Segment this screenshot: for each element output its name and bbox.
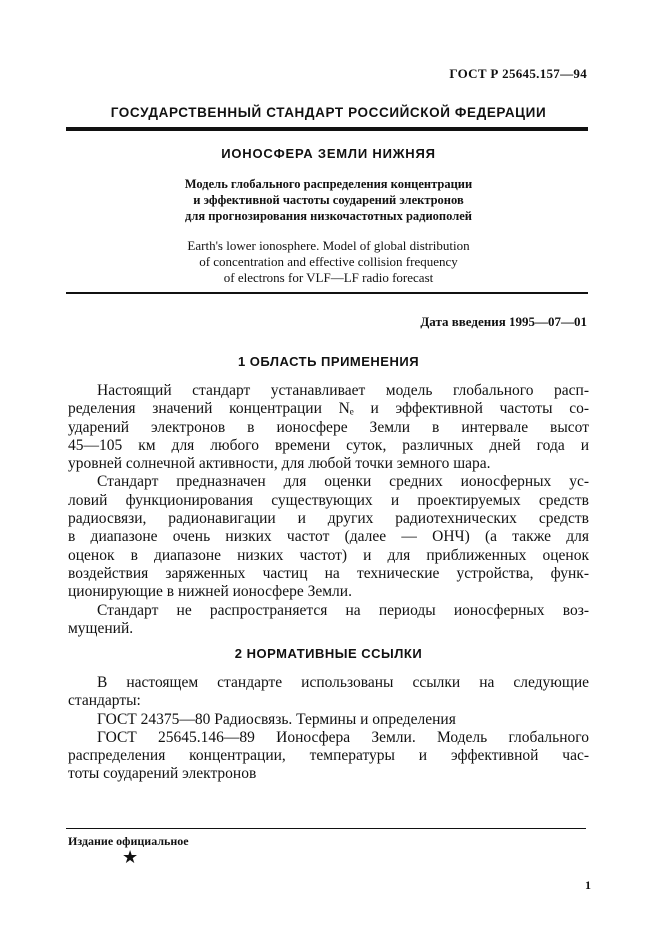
text-line: распределения концентрации, температуры и эффективной час- — [68, 747, 589, 765]
subtitle-ru-line: Модель глобального распределения концентрации — [184, 177, 473, 191]
text-line: мущений. — [68, 619, 134, 637]
edition-note: Издание официальное — [68, 834, 189, 848]
intro-date: Дата введения 1995—07—01 — [420, 314, 587, 329]
subtitle-ru — [0, 176, 657, 224]
section-1-heading: 1 ОБЛАСТЬ ПРИМЕНЕНИЯ — [237, 354, 420, 369]
text-line: ударений электронов в ионосфере Земли в интервале высот — [68, 418, 589, 436]
text-line: воздействия заряженных частиц на технические устройства, функ- — [68, 564, 589, 582]
state-standard-heading: ГОСУДАРСТВЕННЫЙ СТАНДАРТ РОССИЙСКОЙ ФЕДЕРАЦИИ — [110, 105, 547, 120]
section-2-body — [68, 674, 589, 784]
text-line: ГОСТ 25645.146—89 Ионосфера Земли. Модель глобального — [97, 728, 589, 746]
standard-code: ГОСТ Р 25645.157—94 — [449, 66, 587, 81]
text-line: стандарты: — [68, 692, 141, 710]
footer-rule — [66, 828, 586, 829]
text-line: 45—105 км для любого времени суток, различных дней года и — [68, 436, 589, 454]
text-line: В настоящем стандарте использованы ссылки на следующие — [97, 674, 589, 691]
subtitle-en — [0, 238, 657, 286]
text-line: ГОСТ 24375—80 Радиосвязь. Термины и определения — [97, 710, 456, 728]
subtitle-en-line: of electrons for VLF—LF radio forecast — [223, 270, 434, 285]
text-line: Стандарт предназначен для оценки средних ионосферных ус- — [97, 473, 589, 491]
text-line: ловий функционирования существующих и проектируемых средств — [68, 491, 589, 509]
section-1-body — [68, 382, 589, 638]
text-line: Стандарт не распространяется на периоды ионосферных воз- — [97, 601, 589, 619]
text-line: оценок в диапазоне низких частот) и для приближенных оценок — [68, 546, 589, 564]
title-rule — [66, 292, 588, 294]
top-rule — [66, 127, 588, 131]
text-line: в диапазоне очень низких частот (далее — ОНЧ) (а также для — [68, 528, 589, 546]
text-line: Настоящий стандарт устанавливает модель глобального расп- — [97, 382, 589, 399]
text-line: ределения значений концентрации Nₑ и эффективной частоты со- — [68, 400, 589, 418]
subtitle-en-line: Earth's lower ionosphere. Model of global distribution — [187, 238, 470, 253]
subtitle-en-line: of concentration and effective collision frequency — [199, 254, 458, 269]
text-line: тоты соударений электронов — [68, 765, 257, 783]
text-line: радиосвязи, радионавигации и других радиотехнических средств — [68, 510, 589, 528]
document-title: ИОНОСФЕРА ЗЕМЛИ НИЖНЯЯ — [221, 146, 436, 161]
text-line: ционирующие в нижней ионосфере Земли. — [68, 583, 352, 601]
subtitle-ru-line: для прогнозирования низкочастотных радиополей — [185, 209, 472, 223]
section-2-heading: 2 НОРМАТИВНЫЕ ССЫЛКИ — [234, 646, 423, 661]
subtitle-ru-line: и эффективной частоты соударений электронов — [193, 193, 464, 207]
page-number: 1 — [585, 878, 591, 892]
text-line: уровней солнечной активности, для любой точки земного шара. — [68, 455, 491, 473]
star-icon: ★ — [122, 847, 139, 867]
